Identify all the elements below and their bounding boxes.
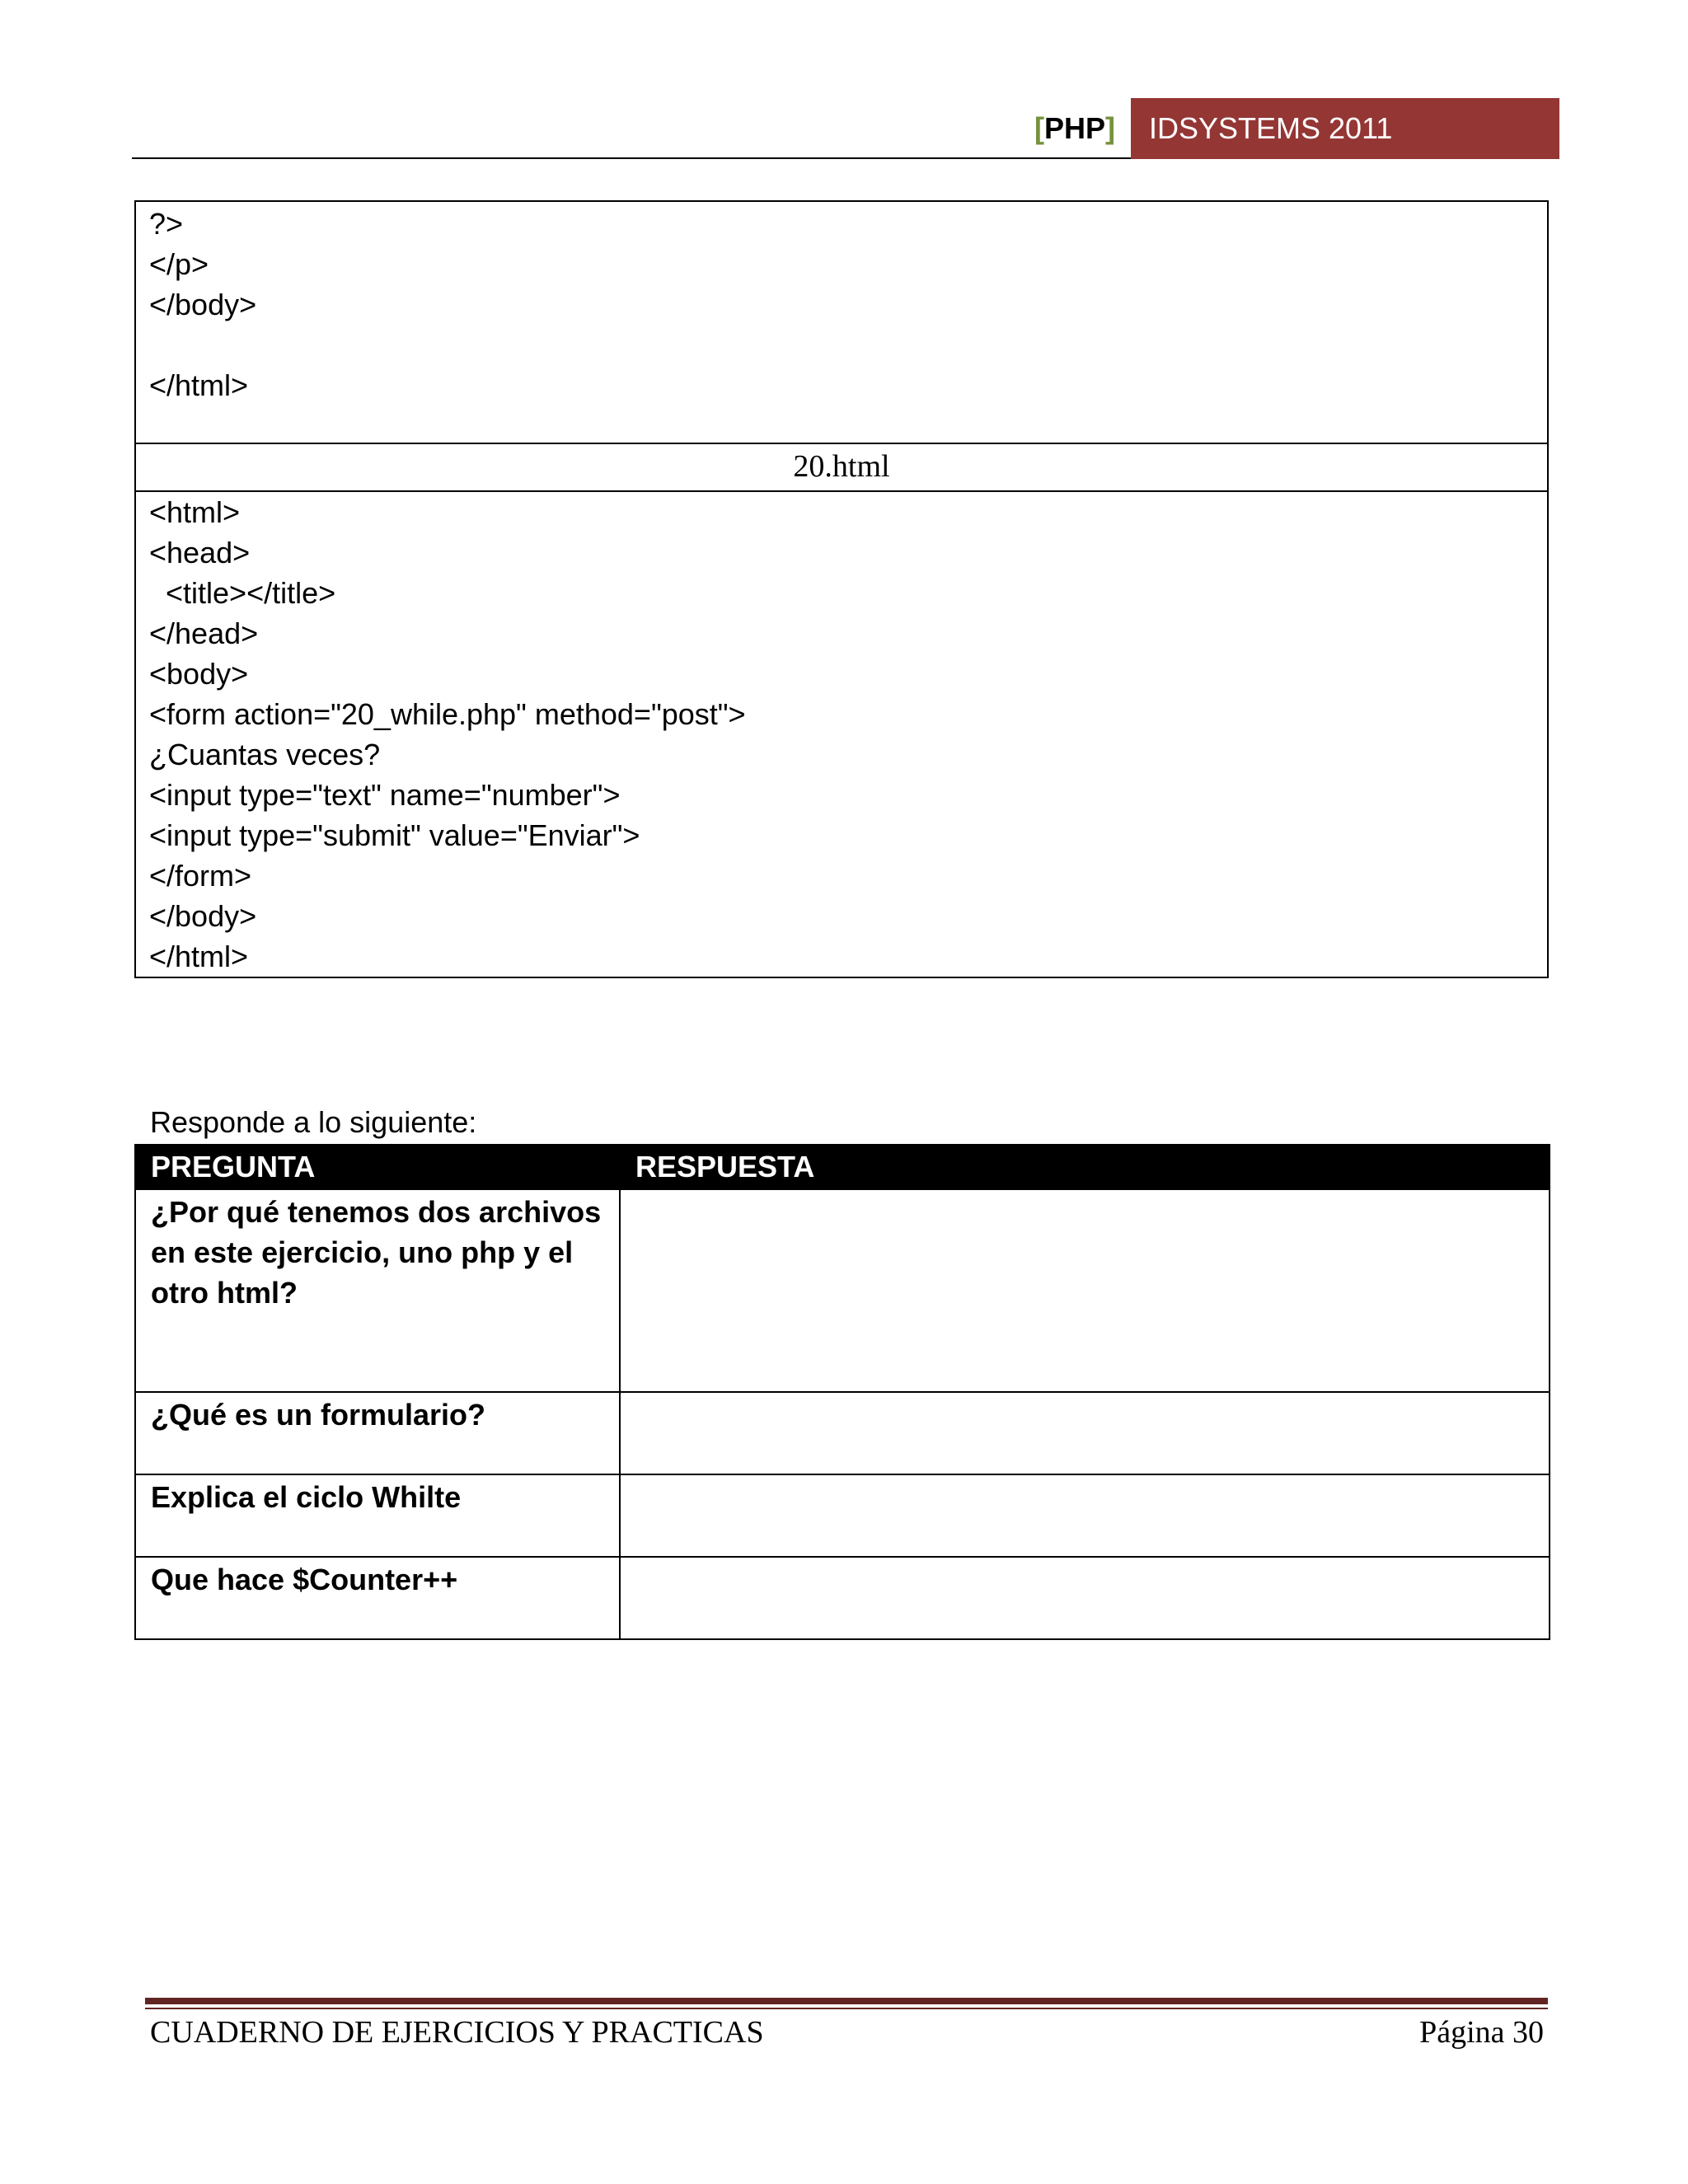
code-line: <head>: [149, 536, 251, 569]
column-header-answer: RESPUESTA: [620, 1145, 1550, 1189]
code-line: <html>: [149, 495, 241, 529]
tag-bracket-open: [: [1034, 111, 1044, 145]
code-line: </html>: [149, 940, 249, 973]
questions-prompt: Responde a lo siguiente:: [150, 1105, 477, 1139]
answer-cell[interactable]: [620, 1189, 1550, 1392]
code-line: ¿Cuantas veces?: [149, 738, 381, 771]
code-lines-2: [149, 492, 1534, 977]
tag-label: PHP: [1044, 111, 1106, 145]
questions-table: [134, 1144, 1550, 1640]
footer-divider-thin: [145, 2008, 1548, 2009]
code-line: <input type="submit" value="Enviar">: [149, 818, 640, 852]
code-filename: 20.html: [135, 443, 1548, 491]
page-number: Página 30: [1419, 2015, 1544, 2050]
code-line: </body>: [149, 899, 257, 933]
code-line: </head>: [149, 616, 259, 650]
question-cell: ¿Por qué tenemos dos archivos en este ejercicio, uno php y el otro html?: [135, 1189, 620, 1392]
answer-cell[interactable]: [620, 1557, 1550, 1639]
header-brand: IDSYSTEMS 2011: [1131, 98, 1559, 159]
question-cell: Que hace $Counter++: [135, 1557, 620, 1639]
code-line: </form>: [149, 859, 252, 893]
question-cell: ¿Qué es un formulario?: [135, 1392, 620, 1474]
footer-title: CUADERNO DE EJERCICIOS Y PRACTICAS: [150, 2015, 764, 2050]
answer-cell[interactable]: [620, 1392, 1550, 1474]
answer-cell[interactable]: [620, 1474, 1550, 1557]
code-line: ?>: [149, 207, 184, 241]
question-cell: Explica el ciclo Whilte: [135, 1474, 620, 1557]
code-block-html: [135, 491, 1548, 977]
header-divider: [132, 157, 1131, 159]
code-block-continuation: [135, 201, 1548, 443]
code-line: [149, 325, 1534, 365]
code-line: <title></title>: [149, 576, 336, 610]
code-line: </body>: [149, 288, 257, 321]
code-line: <body>: [149, 657, 249, 691]
code-line: <form action="20_while.php" method="post">: [149, 697, 746, 731]
footer-divider-thick: [145, 1998, 1548, 2004]
code-line: <input type="text" name="number">: [149, 778, 621, 812]
code-line: </p>: [149, 247, 209, 281]
code-line: </html>: [149, 368, 249, 402]
tag-bracket-close: ]: [1105, 111, 1116, 145]
column-header-question: PREGUNTA: [135, 1145, 620, 1189]
header-tag: [1034, 109, 1115, 148]
code-lines-1: [149, 204, 1534, 405]
code-table: [134, 200, 1549, 978]
